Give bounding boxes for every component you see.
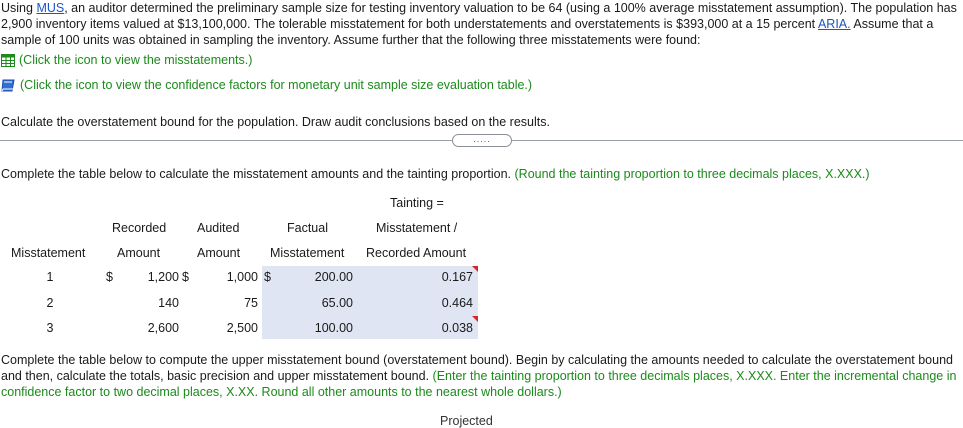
audited-amount: 75 (244, 296, 258, 310)
confidence-link-row[interactable] (1, 78, 532, 92)
tainting-header-2: Misstatement / (376, 221, 458, 235)
factual-misstatement-input[interactable]: 100.00 (314, 321, 353, 335)
audited-amount: 2,500 (226, 321, 258, 335)
currency-symbol: $ (106, 270, 113, 284)
tainting-input[interactable]: 0.038 (441, 321, 473, 335)
row-id: 2 (46, 296, 54, 310)
tainting-input[interactable]: 0.167 (441, 270, 473, 284)
incorrect-flag-icon (472, 266, 478, 272)
recorded-header-2: Amount (117, 246, 161, 260)
factual-header-2: Misstatement (270, 246, 345, 260)
tainting-input[interactable]: 0.464 (441, 296, 473, 310)
tainting-header-1: Tainting = (390, 196, 444, 210)
expand-button[interactable]: ..... (452, 134, 512, 147)
table1-prompt: Complete the table below to calculate the misstatement amounts and the tainting proportion. (Round the tainting proportion to three decimals places, X.XXX.) (1, 167, 870, 181)
misstatements-link[interactable]: (Click the icon to view the misstatements.) (19, 53, 253, 67)
factual-misstatement-input[interactable]: 65.00 (321, 296, 353, 310)
factual-header-1: Factual (287, 221, 328, 235)
recorded-amount: 140 (158, 296, 179, 310)
book-icon[interactable] (1, 79, 16, 92)
mus-link[interactable]: MUS (36, 1, 65, 15)
recorded-header-1: Recorded (112, 221, 167, 235)
table-icon[interactable] (1, 54, 15, 67)
factual-misstatement-input[interactable]: 200.00 (314, 270, 353, 284)
recorded-amount: 1,200 (147, 270, 179, 284)
instruction-text: Calculate the overstatement bound for the population. Draw audit conclusions based on the results. (1, 115, 550, 129)
row-id: 3 (46, 321, 54, 335)
recorded-amount: 2,600 (147, 321, 179, 335)
confidence-link[interactable]: (Click the icon to view the confidence factors for monetary unit sample size evaluation table.) (20, 78, 533, 92)
audited-header-2: Amount (197, 246, 241, 260)
misstatements-link-row[interactable] (1, 53, 252, 67)
row-id: 1 (46, 270, 54, 284)
table2-prompt: Complete the table below to compute the upper misstatement bound (overstatement bound). Begin by calculating the amounts needed to calculate the overstatement bound and then, calculate the totals, basic precision and upper misstatement bound. (Enter the tainting proportion to three decimals places, X.XXX. Enter the incremental change in confidence factor to two decimal places, X.XX. Round all other amounts to the nearest whole dollars.) (1, 353, 957, 399)
currency-symbol: $ (264, 270, 271, 284)
currency-symbol: $ (182, 270, 189, 284)
aria-link[interactable]: ARIA. (817, 17, 851, 31)
misstatement-header: Misstatement (11, 246, 86, 260)
projected-header: Projected (440, 414, 493, 428)
problem-statement: Using MUS, an auditor determined the preliminary sample size for testing inventory valuation to be 64 (using a 100% average misstatement assumption). The population has 2,900 inventory items valued at $13,100,000. The tolerable misstatement for both understatements and overstatements is $393,000 at a 15 percent ARIA. Assume that a sample of 100 units was obtained in sampling the inventory. Assume further that the following three misstatements were found: (1, 1, 957, 47)
tainting-header-3: Recorded Amount (366, 246, 467, 260)
incorrect-flag-icon (472, 316, 478, 322)
audited-header-1: Audited (197, 221, 240, 235)
audited-amount: 1,000 (226, 270, 258, 284)
